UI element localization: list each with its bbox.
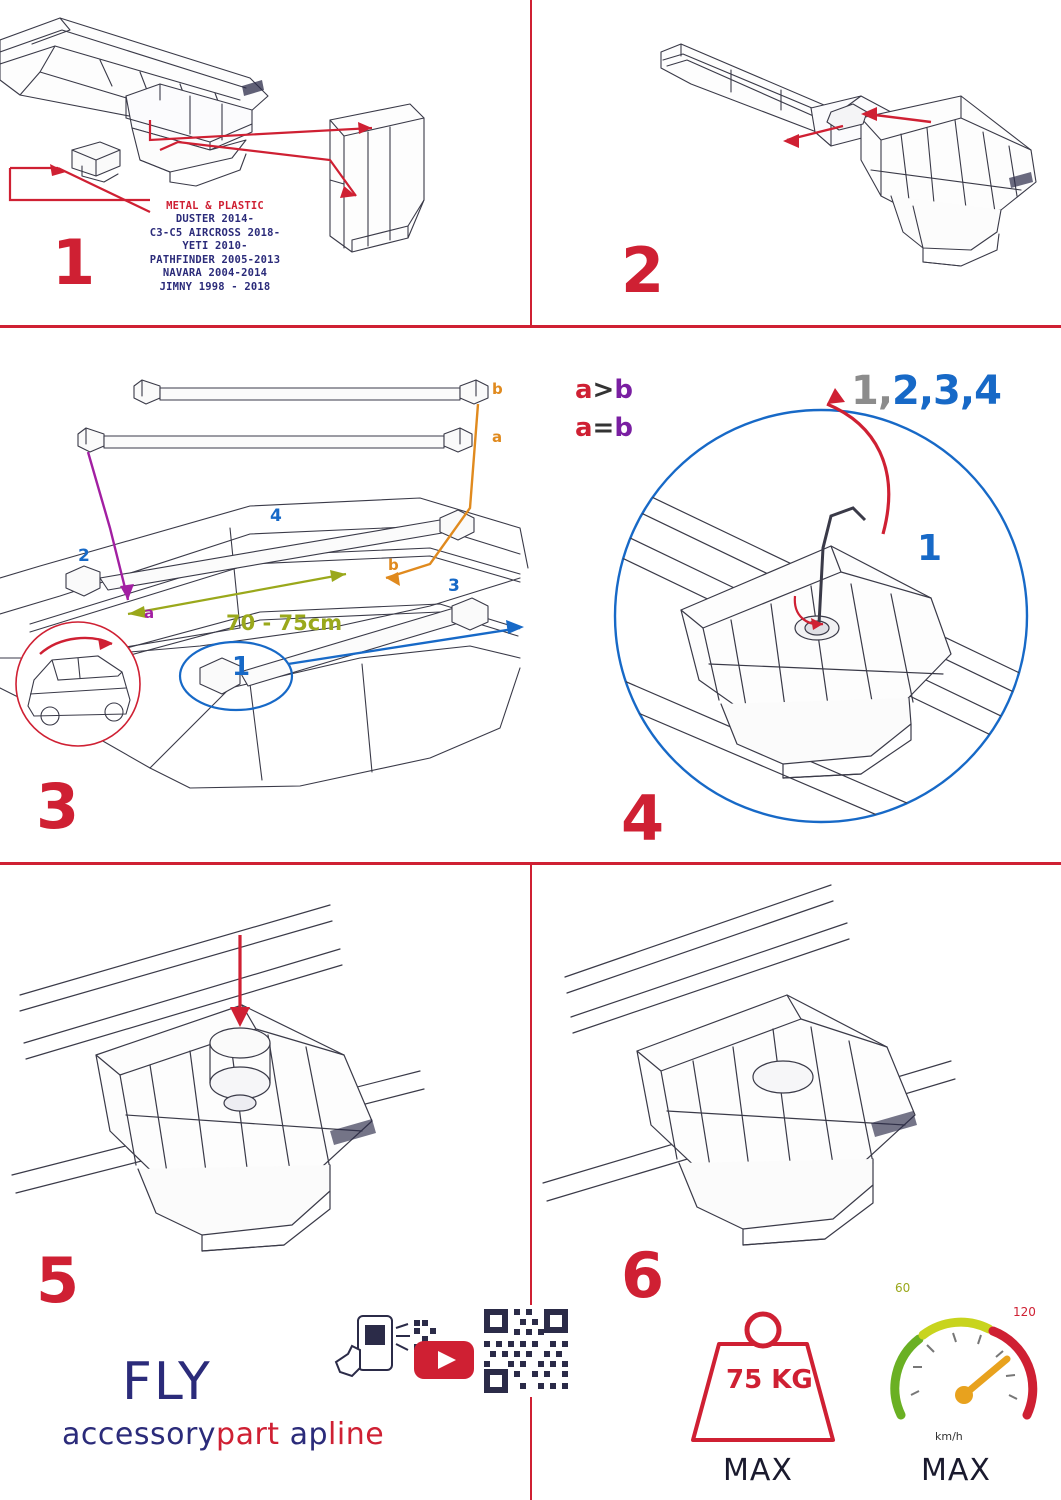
step4-callout-1: 1 xyxy=(917,528,943,569)
tighten-sequence xyxy=(851,368,1001,414)
step-number-4: 4 xyxy=(621,782,663,855)
vehicle-1: C3-C5 AIRCROSS 2018- xyxy=(149,226,281,239)
brand-ap: ap xyxy=(289,1417,329,1452)
max-weight-label: MAX xyxy=(723,1453,793,1488)
step-2-illustration xyxy=(531,0,1061,325)
callout-1: 1 xyxy=(232,652,251,682)
panel-step-2 xyxy=(531,0,1061,325)
step-number-6: 6 xyxy=(621,1239,663,1312)
callout-4: 4 xyxy=(270,506,282,526)
vehicle-3: PATHFINDER 2005-2013 xyxy=(149,253,281,266)
panel-step-1 xyxy=(0,0,530,325)
comparison-right: b xyxy=(614,412,633,443)
comparison-left: a xyxy=(575,375,593,405)
youtube-icon[interactable] xyxy=(412,1337,476,1383)
car-direction-inset xyxy=(16,622,140,746)
step-number-2: 2 xyxy=(621,234,663,307)
step-5-illustration xyxy=(0,865,530,1285)
sequence-blue: 2,3,4 xyxy=(892,368,1001,414)
comparison-left: a xyxy=(575,412,593,443)
gauge-min-label: 60 xyxy=(895,1281,911,1295)
comparison-operator: = xyxy=(592,412,615,443)
speed-unit-label: km/h xyxy=(935,1430,963,1443)
vehicle-2: YETI 2010- xyxy=(182,240,248,253)
crossbar-distance-label: 70 - 75cm xyxy=(226,611,343,635)
step-number-1: 1 xyxy=(52,226,94,299)
comparison-right: b xyxy=(614,375,633,405)
brand-part: part xyxy=(216,1417,280,1452)
gauge-max-label: 120 xyxy=(1013,1305,1036,1319)
vehicle-0: DUSTER 2014- xyxy=(175,213,255,226)
panel-step-6 xyxy=(531,865,1061,1500)
max-speed-label: MAX xyxy=(921,1453,991,1488)
vehicle-compatibility-block xyxy=(100,200,330,294)
step-6-illustration xyxy=(531,865,1061,1265)
brand-accessory: accessory xyxy=(62,1417,217,1452)
panel-step-4 xyxy=(531,328,1061,862)
max-speed-icon xyxy=(879,1295,1049,1455)
sequence-gray: 1, xyxy=(851,368,893,414)
step-number-5: 5 xyxy=(36,1244,78,1317)
comparison-operator: > xyxy=(592,375,615,405)
callout-2: 2 xyxy=(78,546,90,566)
tag-bar-a-mid: a xyxy=(144,604,155,622)
brand-lineword: line xyxy=(328,1417,385,1452)
panel-step-3 xyxy=(0,328,633,862)
step-number-3: 3 xyxy=(36,770,78,843)
vehicle-5: JIMNY 1998 - 2018 xyxy=(159,280,271,293)
material-title: METAL & PLASTIC xyxy=(166,200,264,212)
brand-tagline xyxy=(62,1417,384,1452)
brand-fly: FLY xyxy=(122,1352,212,1412)
panel-step-5 xyxy=(0,865,530,1500)
max-weight-value: 75 KG xyxy=(726,1365,813,1395)
tag-bar-a-top: a xyxy=(492,428,503,446)
tag-bar-b-top: b xyxy=(492,380,503,398)
callout-3: 3 xyxy=(448,576,460,596)
vehicle-4: NAVARA 2004-2014 xyxy=(162,267,268,280)
tag-bar-b-mid: b xyxy=(388,556,399,574)
